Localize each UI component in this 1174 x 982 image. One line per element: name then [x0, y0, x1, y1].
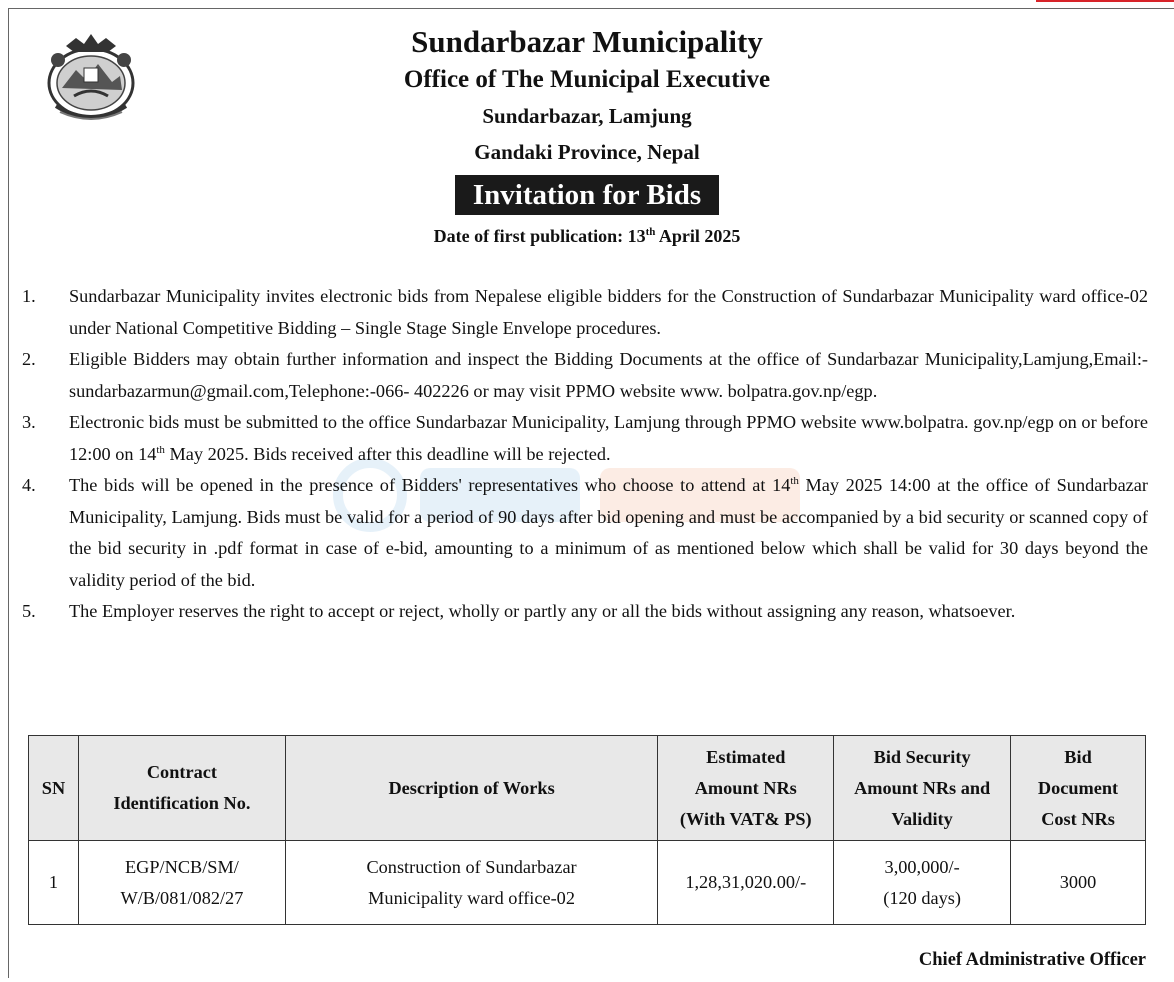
paragraph-number: 4.: [22, 475, 36, 495]
header-bid-security: Bid Security Amount NRs and Validity: [834, 736, 1011, 841]
cell-description: Construction of Sundarbazar Municipality ward office-02: [285, 841, 657, 925]
header-contract-id: Contract Identification No.: [78, 736, 285, 841]
paragraph-5: [22, 596, 1148, 628]
cell-bid-security: 3,00,000/- (120 days): [834, 841, 1011, 925]
header-sn: SN: [29, 736, 79, 841]
paragraph-1: [22, 281, 1148, 344]
cell-sn: 1: [29, 841, 79, 925]
paragraph-number: 5.: [22, 601, 36, 621]
paragraph-text: Eligible Bidders may obtain further information and inspect the Bidding Documents at the office of Sundarbazar Municipality,Lamjung,Email:-sundarbazarmun@gmail.com,Telephone:-066- 402226 or may visit PPMO website www. bolpatra.gov.np/egp.: [69, 349, 1148, 401]
paragraph-4: [22, 470, 1148, 596]
paragraph-text: Electronic bids must be submitted to the office Sundarbazar Municipality, Lamjung through PPMO website www.bolpatra. gov.np/egp on or before 12:00 on 14th May 2025. Bids received after this deadline will be rejected.: [69, 412, 1148, 464]
notice-paragraphs: [22, 281, 1148, 628]
notice-header: [0, 22, 1174, 248]
cell-document-cost: 3000: [1011, 841, 1146, 925]
paragraph-2: [22, 344, 1148, 407]
address-line-2: Gandaki Province, Nepal: [474, 140, 700, 164]
header-document-cost: Bid Document Cost NRs: [1011, 736, 1146, 841]
header-estimated-amount: Estimated Amount NRs (With VAT& PS): [658, 736, 834, 841]
paragraph-number: 1.: [22, 286, 36, 306]
paragraph-text: The Employer reserves the right to accept or reject, wholly or partly any or all the bids without assigning any reason, whatsoever.: [69, 601, 1016, 621]
paragraph-text: The bids will be opened in the presence of Bidders' representatives who choose to attend at 14th May 2025 14:00 at the office of Sundarbazar Municipality, Lamjung. Bids must be valid for a period of 90 days after bid opening and must be accompanied by a bid security or scanned copy of the bid security in .pdf format in case of e-bid, amounting to a minimum of as mentioned below which shall be valid for 30 days beyond the validity period of the bid.: [69, 474, 1148, 590]
paragraph-number: 3.: [22, 412, 36, 432]
paragraph-number: 2.: [22, 349, 36, 369]
cell-contract-id: EGP/NCB/SM/ W/B/081/082/27: [78, 841, 285, 925]
publication-date: Date of first publication: 13th April 2025: [433, 226, 741, 246]
table-row: [29, 841, 1146, 925]
bid-table: [28, 735, 1146, 925]
municipality-name: Sundarbazar Municipality: [411, 24, 763, 59]
address-line-1: Sundarbazar, Lamjung: [482, 104, 692, 128]
header-description: Description of Works: [285, 736, 657, 841]
notice-title: Invitation for Bids: [455, 175, 719, 215]
office-name: Office of The Municipal Executive: [403, 66, 771, 93]
cell-estimated-amount: 1,28,31,020.00/-: [658, 841, 834, 925]
red-tab-accent: [1036, 0, 1174, 2]
paragraph-text: Sundarbazar Municipality invites electronic bids from Nepalese eligible bidders for the Construction of Sundarbazar Municipality ward office-02 under National Competitive Bidding – Single Stage Single Envelope procedures.: [69, 286, 1148, 338]
signatory-title: Chief Administrative Officer: [918, 950, 1146, 970]
page-frame-top: [8, 8, 1174, 9]
table-header-row: [29, 736, 1146, 841]
paragraph-3: [22, 407, 1148, 470]
